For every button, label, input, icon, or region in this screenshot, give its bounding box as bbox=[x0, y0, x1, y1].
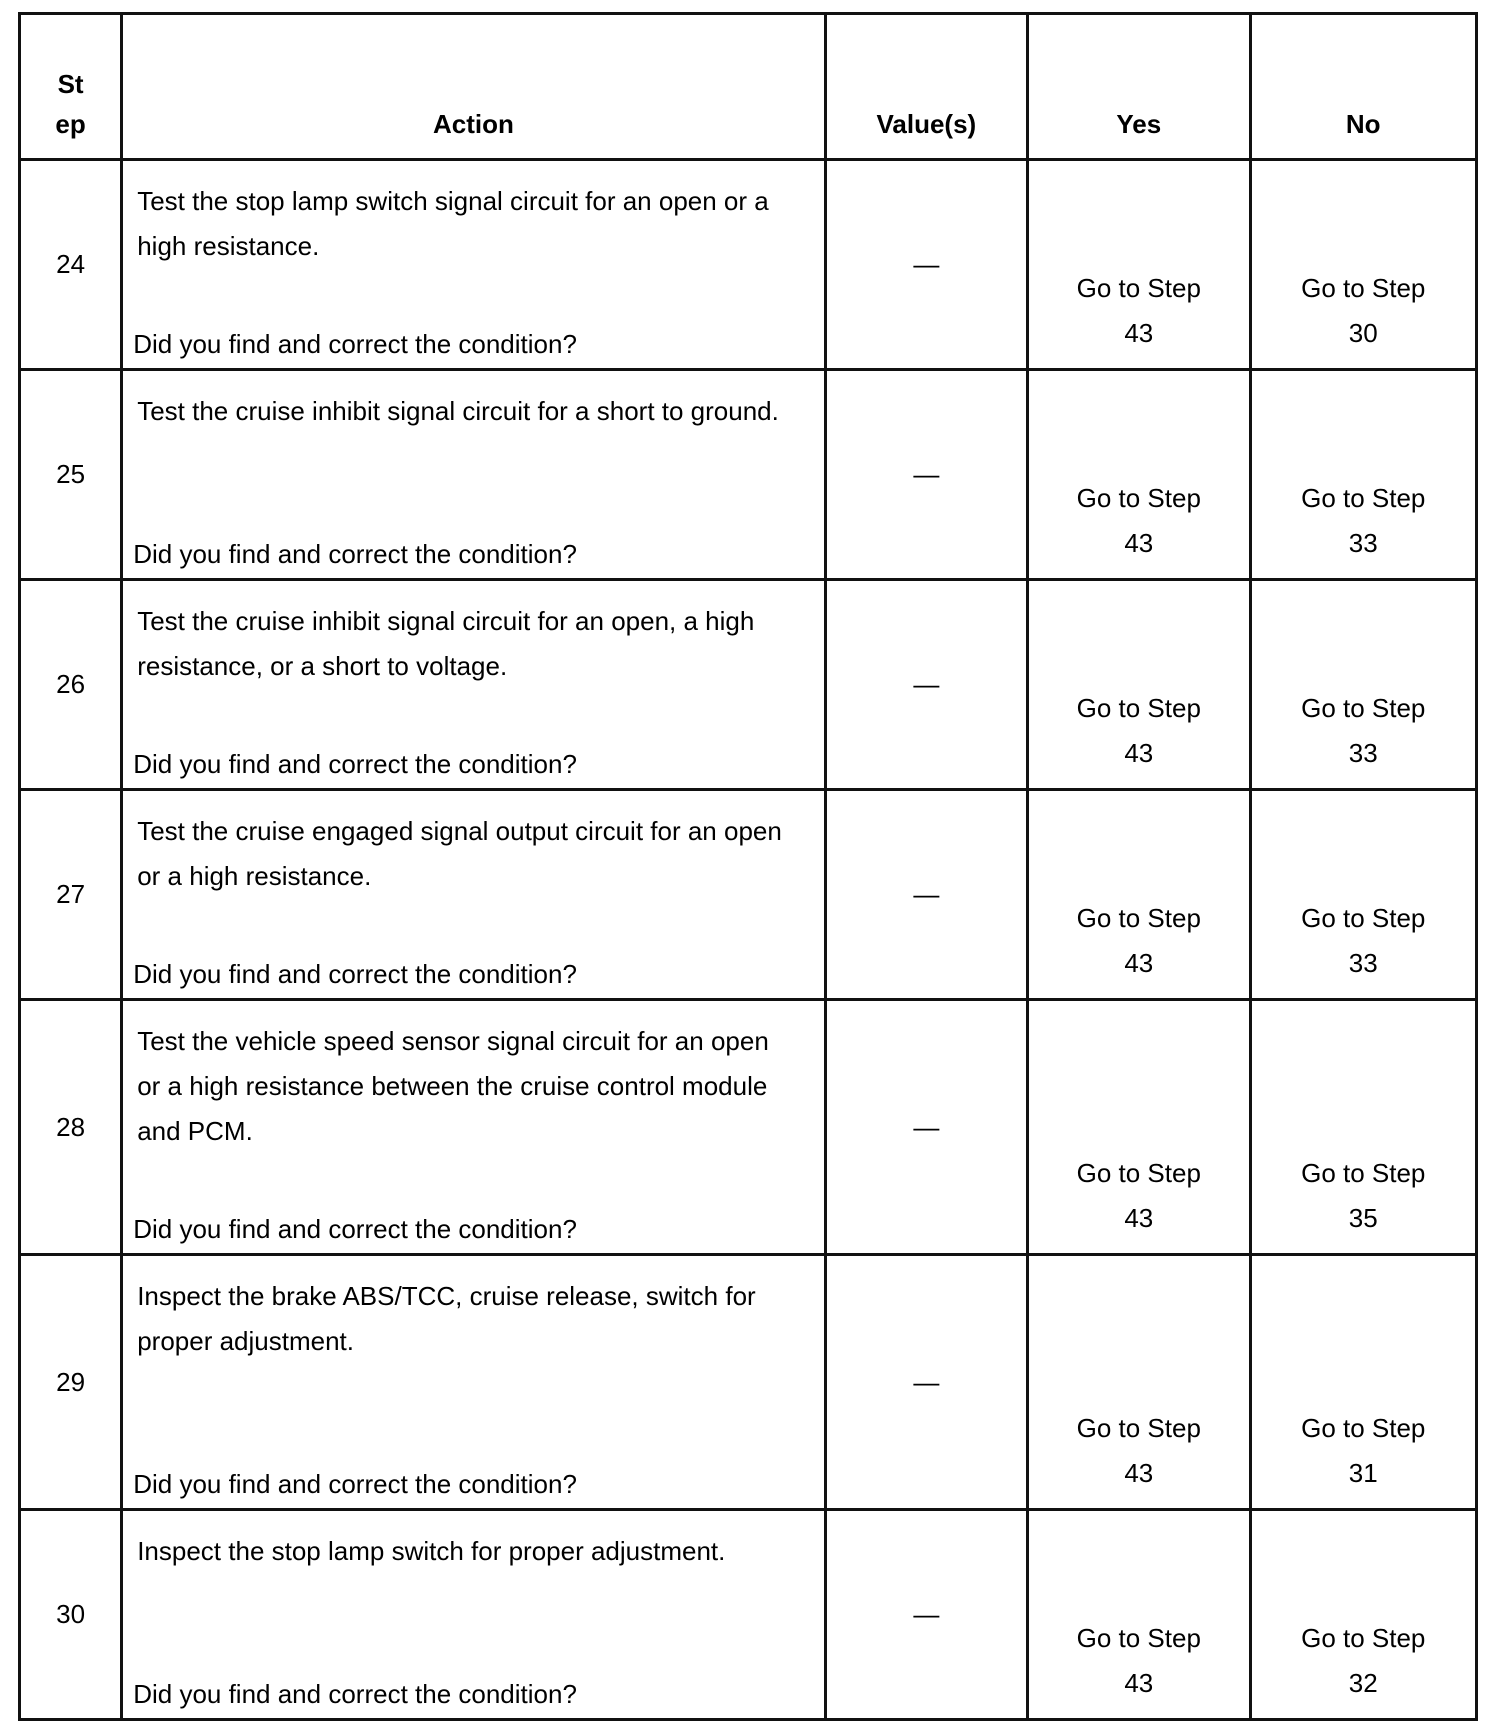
yes-goto-step: 43 bbox=[1124, 948, 1154, 978]
table-row bbox=[20, 790, 1477, 1000]
yes-goto-label: Go to Step bbox=[1076, 1623, 1201, 1653]
no-cell bbox=[1250, 790, 1477, 1000]
yes-goto-step: 43 bbox=[1124, 528, 1154, 558]
header-action bbox=[122, 14, 825, 160]
no-goto-label: Go to Step bbox=[1301, 1413, 1426, 1443]
yes-goto-step: 43 bbox=[1124, 738, 1154, 768]
action-cell bbox=[122, 1255, 825, 1510]
no-cell bbox=[1250, 580, 1477, 790]
no-goto-step: 33 bbox=[1348, 738, 1378, 768]
no-goto-label: Go to Step bbox=[1301, 903, 1426, 933]
diagnostic-table bbox=[18, 12, 1478, 1721]
yes-cell bbox=[1028, 1510, 1250, 1720]
action-instruction: Test the vehicle speed sensor signal circuit for an open or a high resistance between the cruise control module and PCM. bbox=[137, 1026, 769, 1146]
action-instruction: Test the cruise inhibit signal circuit for an open, a high resistance, or a short to voltage. bbox=[137, 606, 755, 681]
no-goto-step: 35 bbox=[1348, 1203, 1378, 1233]
value-cell: — bbox=[825, 160, 1027, 370]
no-goto-label: Go to Step bbox=[1301, 693, 1426, 723]
table-row bbox=[20, 370, 1477, 580]
action-cell bbox=[122, 1510, 825, 1720]
action-question: Did you find and correct the condition? bbox=[133, 1469, 577, 1499]
header-values bbox=[825, 14, 1027, 160]
action-cell bbox=[122, 580, 825, 790]
yes-goto-step: 43 bbox=[1124, 1203, 1154, 1233]
value-cell: — bbox=[825, 1510, 1027, 1720]
action-question: Did you find and correct the condition? bbox=[133, 1214, 577, 1244]
no-cell bbox=[1250, 1510, 1477, 1720]
action-instruction: Inspect the stop lamp switch for proper adjustment. bbox=[137, 1536, 726, 1566]
action-cell bbox=[122, 1000, 825, 1255]
yes-goto-label: Go to Step bbox=[1076, 903, 1201, 933]
value-cell: — bbox=[825, 1255, 1027, 1510]
action-instruction: Inspect the brake ABS/TCC, cruise release, switch for proper adjustment. bbox=[137, 1281, 756, 1356]
step-number: 26 bbox=[20, 580, 122, 790]
no-goto-step: 33 bbox=[1348, 948, 1378, 978]
table-row bbox=[20, 1510, 1477, 1720]
yes-cell bbox=[1028, 1255, 1250, 1510]
yes-goto-step: 43 bbox=[1124, 318, 1154, 348]
table-row bbox=[20, 580, 1477, 790]
yes-goto-label: Go to Step bbox=[1076, 693, 1201, 723]
header-step bbox=[20, 14, 122, 160]
yes-goto-step: 43 bbox=[1124, 1458, 1154, 1488]
no-goto-label: Go to Step bbox=[1301, 483, 1426, 513]
no-cell bbox=[1250, 1000, 1477, 1255]
yes-cell bbox=[1028, 790, 1250, 1000]
no-goto-step: 32 bbox=[1348, 1668, 1378, 1698]
value-cell: — bbox=[825, 580, 1027, 790]
value-cell: — bbox=[825, 1000, 1027, 1255]
yes-cell bbox=[1028, 370, 1250, 580]
yes-goto-label: Go to Step bbox=[1076, 1158, 1201, 1188]
step-number: 24 bbox=[20, 160, 122, 370]
yes-goto-step: 43 bbox=[1124, 1668, 1154, 1698]
yes-goto-label: Go to Step bbox=[1076, 1413, 1201, 1443]
value-cell: — bbox=[825, 790, 1027, 1000]
action-cell bbox=[122, 790, 825, 1000]
yes-goto-label: Go to Step bbox=[1076, 483, 1201, 513]
step-number: 29 bbox=[20, 1255, 122, 1510]
no-goto-label: Go to Step bbox=[1301, 1623, 1426, 1653]
action-question: Did you find and correct the condition? bbox=[133, 539, 577, 569]
yes-goto-label: Go to Step bbox=[1076, 273, 1201, 303]
action-instruction: Test the cruise inhibit signal circuit for a short to ground. bbox=[137, 396, 779, 426]
header-yes bbox=[1028, 14, 1250, 160]
yes-cell bbox=[1028, 1000, 1250, 1255]
value-cell: — bbox=[825, 370, 1027, 580]
yes-cell bbox=[1028, 580, 1250, 790]
header-yes-label: Yes bbox=[1116, 109, 1162, 139]
header-values-label: Value(s) bbox=[876, 109, 977, 139]
table-row bbox=[20, 160, 1477, 370]
action-cell bbox=[122, 370, 825, 580]
no-cell bbox=[1250, 370, 1477, 580]
header-no bbox=[1250, 14, 1477, 160]
action-question: Did you find and correct the condition? bbox=[133, 1679, 577, 1709]
header-row bbox=[20, 14, 1477, 160]
action-question: Did you find and correct the condition? bbox=[133, 329, 577, 359]
table-row bbox=[20, 1255, 1477, 1510]
action-question: Did you find and correct the condition? bbox=[133, 749, 577, 779]
action-instruction: Test the cruise engaged signal output circuit for an open or a high resistance. bbox=[137, 816, 782, 891]
step-number: 28 bbox=[20, 1000, 122, 1255]
yes-cell bbox=[1028, 160, 1250, 370]
no-goto-step: 33 bbox=[1348, 528, 1378, 558]
step-number: 25 bbox=[20, 370, 122, 580]
no-goto-step: 30 bbox=[1348, 318, 1378, 348]
step-number: 30 bbox=[20, 1510, 122, 1720]
step-number: 27 bbox=[20, 790, 122, 1000]
no-goto-step: 31 bbox=[1348, 1458, 1378, 1488]
action-question: Did you find and correct the condition? bbox=[133, 959, 577, 989]
no-cell bbox=[1250, 1255, 1477, 1510]
header-step-label: St ep bbox=[55, 69, 86, 139]
no-goto-label: Go to Step bbox=[1301, 273, 1426, 303]
action-instruction: Test the stop lamp switch signal circuit for an open or a high resistance. bbox=[137, 186, 769, 261]
header-action-label: Action bbox=[432, 109, 514, 139]
header-no-label: No bbox=[1345, 109, 1381, 139]
no-goto-label: Go to Step bbox=[1301, 1158, 1426, 1188]
action-cell bbox=[122, 160, 825, 370]
no-cell bbox=[1250, 160, 1477, 370]
table-row bbox=[20, 1000, 1477, 1255]
